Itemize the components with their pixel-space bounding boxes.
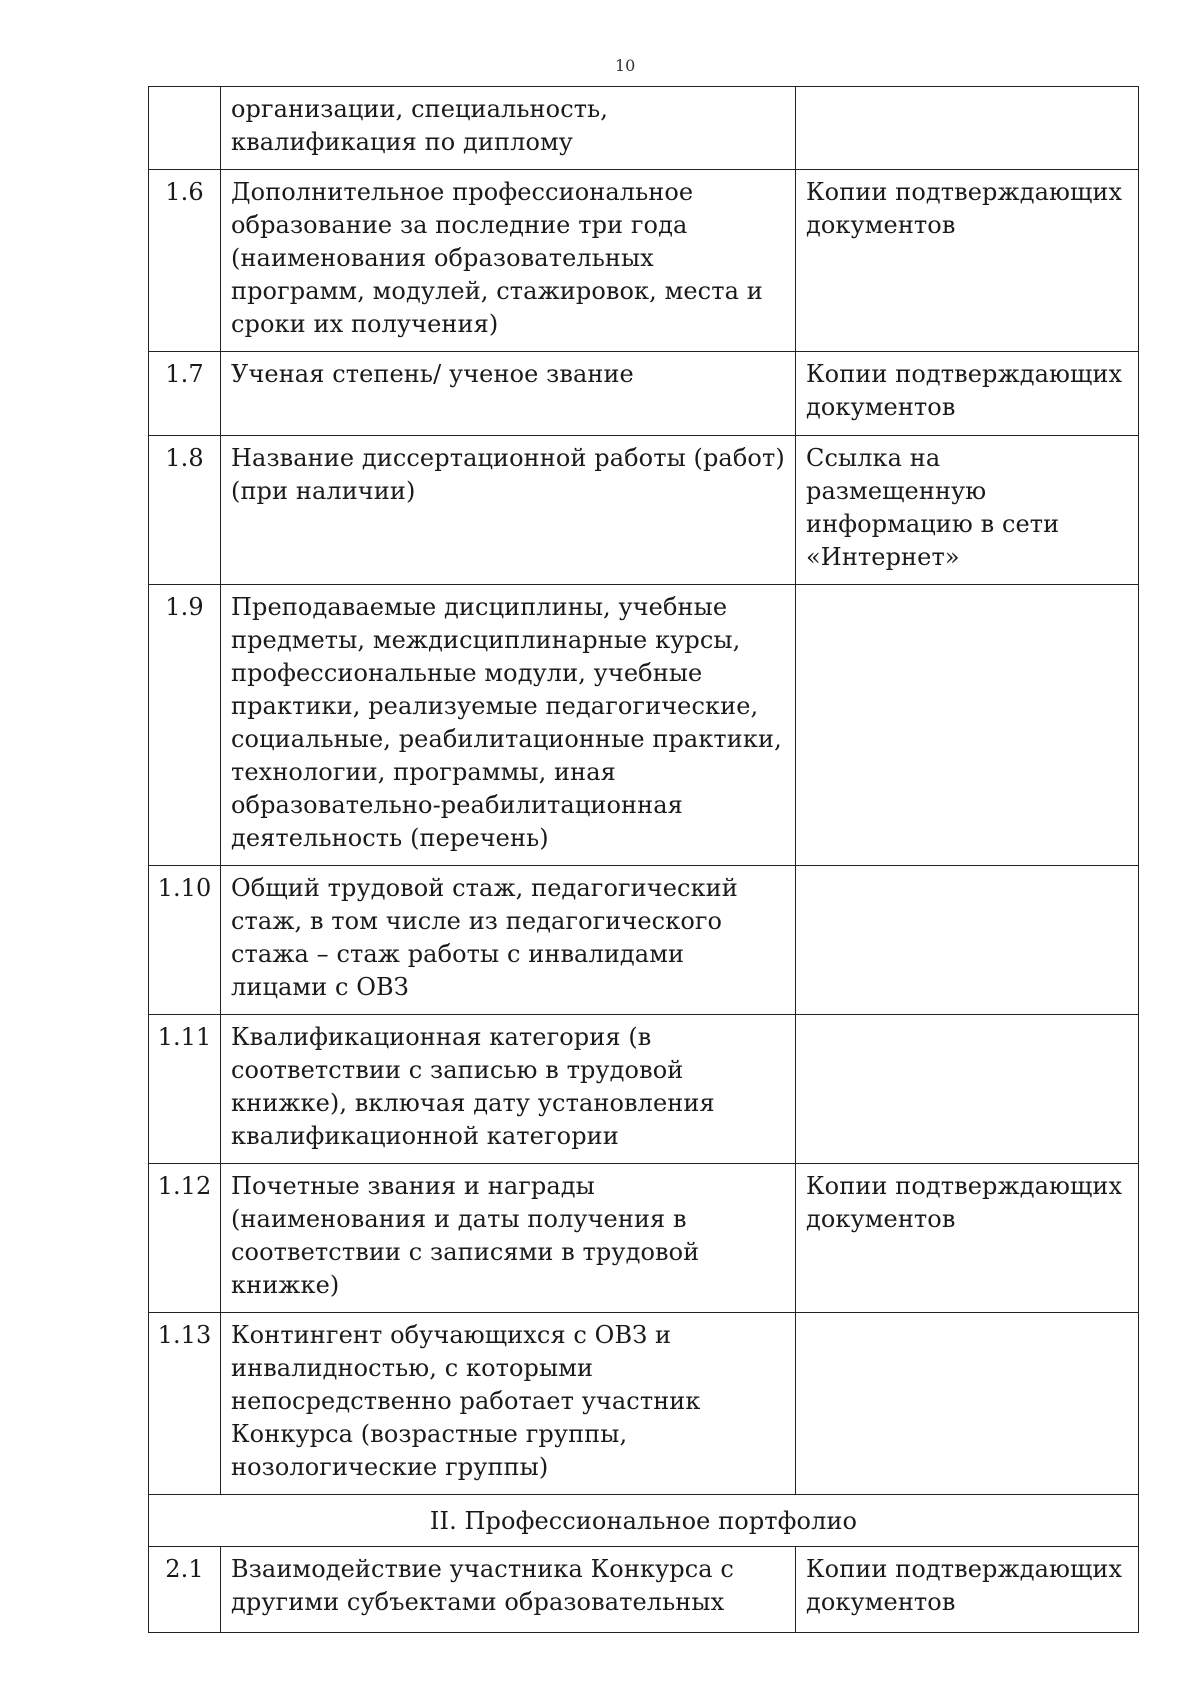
row-evidence [796, 585, 1139, 866]
section-heading: II. Профессиональное портфолио [149, 1495, 1139, 1547]
table-row [149, 436, 1139, 585]
row-description: Дополнительное профессиональное образование за последние три года (наименования образовательных программ, модулей, стажировок, места и сроки их получения) [221, 170, 796, 352]
row-number: 1.9 [149, 585, 221, 866]
table-row [149, 1164, 1139, 1313]
row-evidence: Копии подтверждающих документов [796, 1547, 1139, 1633]
table-row [149, 585, 1139, 866]
row-description: Преподаваемые дисциплины, учебные предметы, междисциплинарные курсы, профессиональные модули, учебные практики, реализуемые педагогические, социальные, реабилитационные практики, технологии, программы, иная образовательно-реабилитационная деятельность (перечень) [221, 585, 796, 866]
row-number: 1.8 [149, 436, 221, 585]
row-number: 1.10 [149, 866, 221, 1015]
row-number: 2.1 [149, 1547, 221, 1633]
row-description: Ученая степень/ ученое звание [221, 352, 796, 436]
table-row [149, 866, 1139, 1015]
row-number: 1.13 [149, 1313, 221, 1495]
row-evidence: Ссылка на размещенную информацию в сети «Интернет» [796, 436, 1139, 585]
table-row [149, 170, 1139, 352]
row-description: Название диссертационной работы (работ) (при наличии) [221, 436, 796, 585]
row-number: 1.6 [149, 170, 221, 352]
row-description: Квалификационная категория (в соответствии с записью в трудовой книжке), включая дату установления квалификационной категории [221, 1015, 796, 1164]
row-number: 1.11 [149, 1015, 221, 1164]
row-number [149, 87, 221, 170]
row-evidence: Копии подтверждающих документов [796, 170, 1139, 352]
row-evidence: Копии подтверждающих документов [796, 1164, 1139, 1313]
row-evidence [796, 866, 1139, 1015]
row-description: Почетные звания и награды (наименования и даты получения в соответствии с записями в трудовой книжке) [221, 1164, 796, 1313]
table-row [149, 87, 1139, 170]
section-header-row [149, 1495, 1139, 1547]
row-description: Взаимодействие участника Конкурса с другими субъектами образовательных [221, 1547, 796, 1633]
portfolio-table [148, 86, 1139, 1633]
row-description: Общий трудовой стаж, педагогический стаж, в том числе из педагогического стажа – стаж работы с инвалидами лицами с ОВЗ [221, 866, 796, 1015]
row-number: 1.7 [149, 352, 221, 436]
table-row [149, 352, 1139, 436]
row-description: организации, специальность, квалификация по диплому [221, 87, 796, 170]
page-number: 10 [615, 56, 636, 75]
row-number: 1.12 [149, 1164, 221, 1313]
row-description: Контингент обучающихся с ОВЗ и инвалидностью, с которыми непосредственно работает участник Конкурса (возрастные группы, нозологические группы) [221, 1313, 796, 1495]
row-evidence [796, 1313, 1139, 1495]
row-evidence [796, 1015, 1139, 1164]
row-evidence: Копии подтверждающих документов [796, 352, 1139, 436]
row-evidence [796, 87, 1139, 170]
table-row [149, 1547, 1139, 1633]
table-row [149, 1313, 1139, 1495]
table-row [149, 1015, 1139, 1164]
